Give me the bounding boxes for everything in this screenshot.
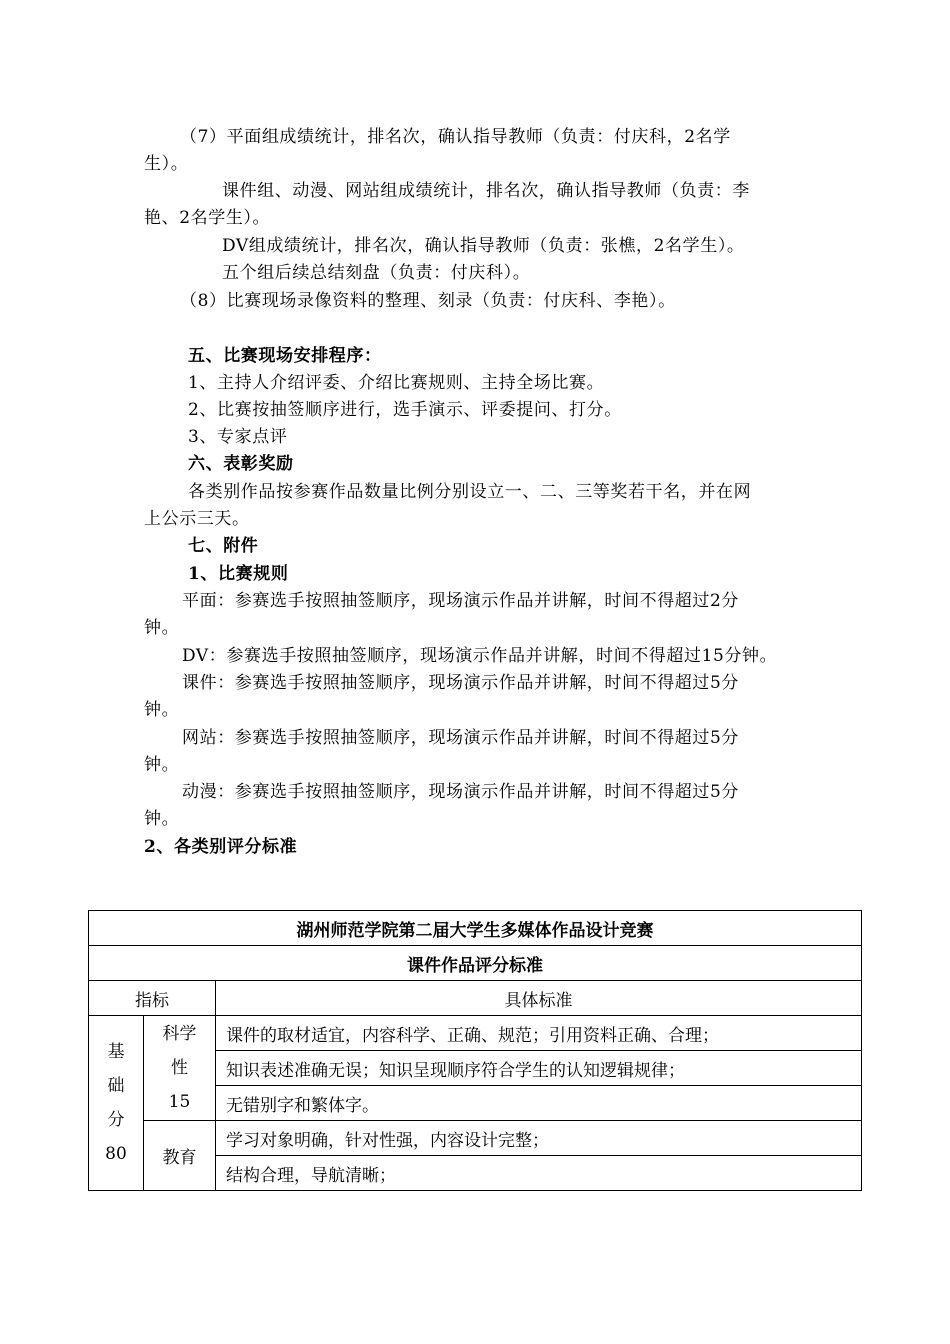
subsection-heading: 2、各类别评分标准 — [144, 837, 298, 857]
text-line: 生）。 — [144, 154, 189, 174]
text-line: （8）比赛现场录像资料的整理、刻录（负责：付庆科、李艳）。 — [180, 291, 676, 311]
scoring-table — [88, 910, 862, 1191]
header-standard: 具体标准 — [216, 981, 862, 1016]
text-line: DV组成绩统计，排名次，确认指导教师（负责：张樵，2名学生）。 — [222, 236, 745, 256]
science-cell: 科学 性 15 — [144, 1016, 216, 1121]
section-heading: 六、表彰奖励 — [188, 454, 294, 474]
text-line: 钟。 — [144, 618, 180, 638]
header-indicator: 指标 — [89, 981, 216, 1016]
standard-row: 学习对象明确，针对性强，内容设计完整； — [216, 1121, 862, 1156]
text-line: 课件组、动漫、网站组成绩统计，排名次，确认指导教师（负责：李 — [222, 181, 750, 201]
standard-row: 知识表述准确无误；知识呈现顺序符合学生的认知逻辑规律； — [216, 1051, 862, 1086]
text-line: 动漫：参赛选手按照抽签顺序，现场演示作品并讲解，时间不得超过5分 — [182, 782, 740, 802]
standard-row: 课件的取材适宜，内容科学、正确、规范；引用资料正确、合理； — [216, 1016, 862, 1051]
section-heading: 五、比赛现场安排程序： — [188, 346, 382, 366]
table-subtitle: 课件作品评分标准 — [89, 946, 862, 981]
table-title: 湖州师范学院第二届大学生多媒体作品设计竞赛 — [89, 911, 862, 946]
standard-row: 无错别字和繁体字。 — [216, 1086, 862, 1121]
text-line: 钟。 — [144, 755, 180, 775]
text-line: 网站：参赛选手按照抽签顺序，现场演示作品并讲解，时间不得超过5分 — [182, 728, 740, 748]
subsection-heading: 1、比赛规则 — [188, 564, 289, 584]
basic-score-cell: 基 础 分 80 — [89, 1016, 144, 1191]
text-line: 课件：参赛选手按照抽签顺序，现场演示作品并讲解，时间不得超过5分 — [182, 673, 740, 693]
text-line: DV：参赛选手按照抽签顺序，现场演示作品并讲解，时间不得超过15分钟。 — [182, 646, 778, 666]
text-line: 艳、2名学生）。 — [144, 208, 271, 228]
text-line: 1、主持人介绍评委、介绍比赛规则、主持全场比赛。 — [188, 373, 605, 393]
text-line: 钟。 — [144, 809, 180, 829]
text-line: （7）平面组成绩统计，排名次，确认指导教师（负责：付庆科，2名学 — [180, 127, 731, 147]
text-line: 平面：参赛选手按照抽签顺序，现场演示作品并讲解，时间不得超过2分 — [182, 591, 740, 611]
text-line: 2、比赛按抽签顺序进行，选手演示、评委提问、打分。 — [188, 400, 622, 420]
text-line: 上公示三天。 — [144, 509, 250, 529]
text-line: 五个组后续总结刻盘（负责：付庆科）。 — [222, 263, 531, 283]
section-heading: 七、附件 — [188, 536, 259, 556]
text-line: 各类别作品按参赛作品数量比例分别设立一、二、三等奖若干名，并在网 — [188, 482, 752, 502]
text-line: 钟。 — [144, 700, 180, 720]
text-line: 3、专家点评 — [188, 427, 288, 447]
standard-row: 结构合理，导航清晰； — [216, 1156, 862, 1191]
education-cell: 教育 — [144, 1121, 216, 1191]
